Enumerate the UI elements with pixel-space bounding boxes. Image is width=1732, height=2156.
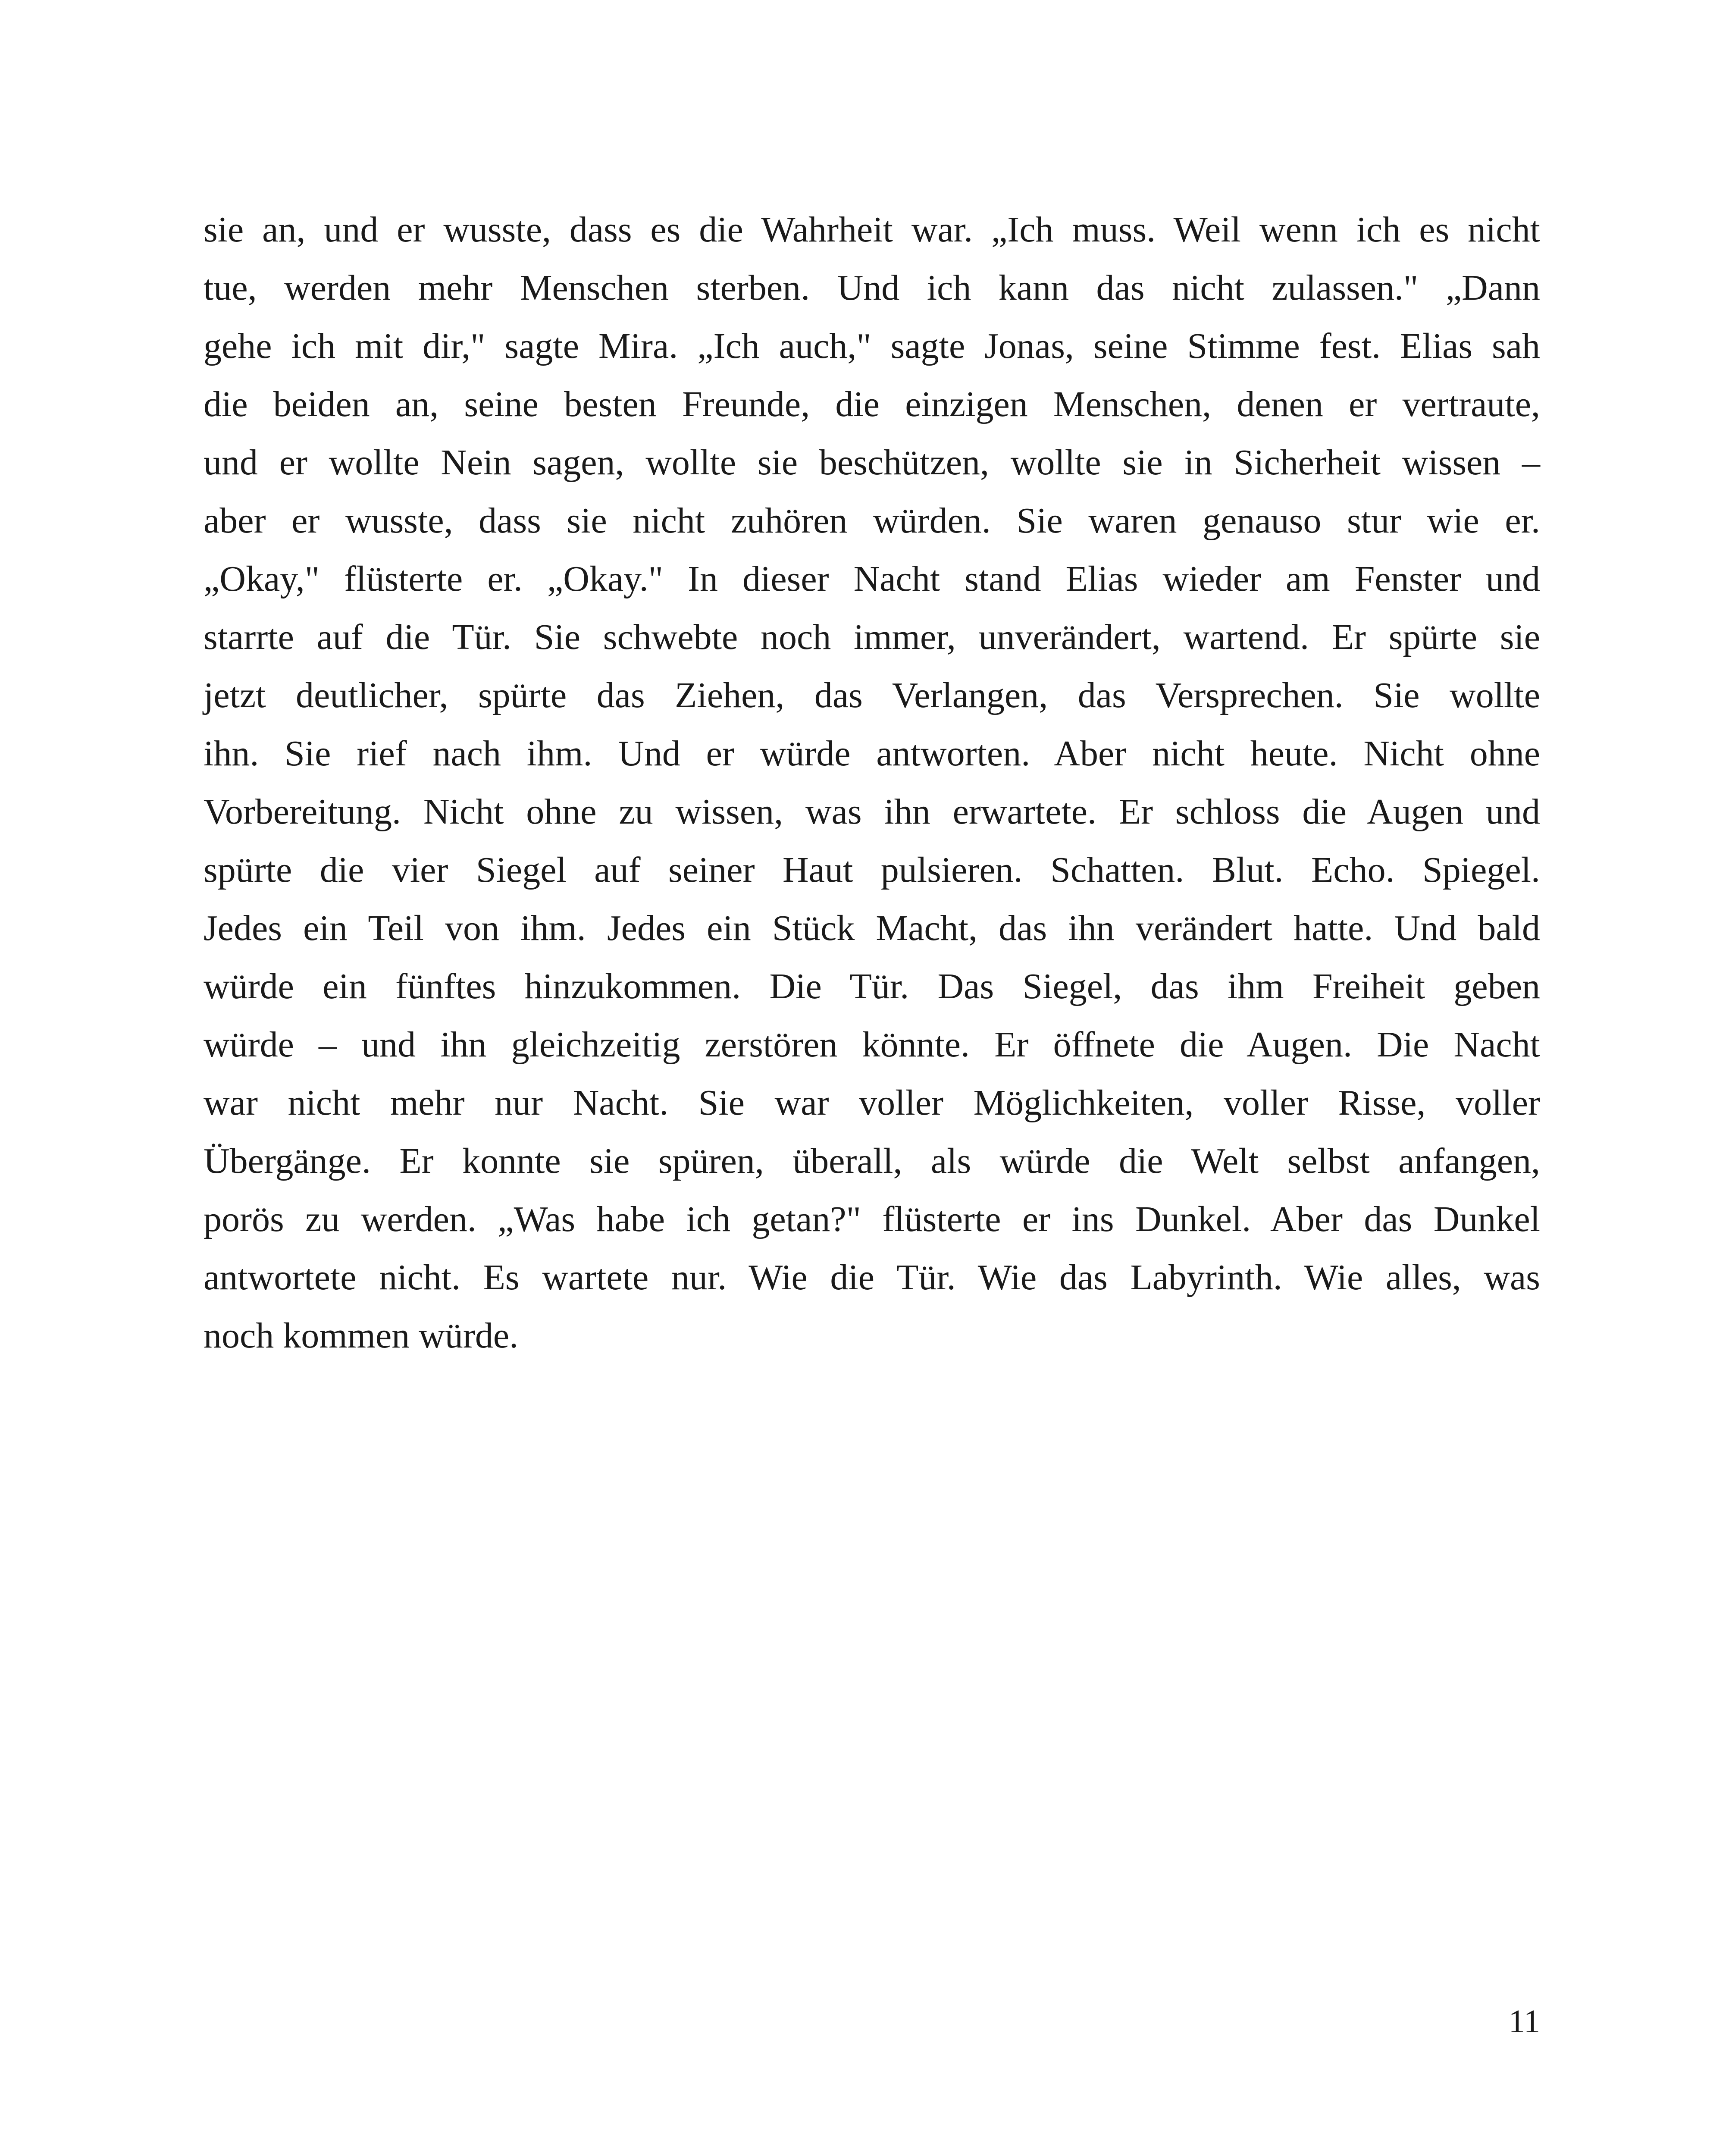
text-line: die beiden an, seine besten Freunde, die einzigen Menschen, denen er vertraute, bbox=[204, 384, 1540, 424]
text-line: würde ein fünftes hinzukommen. Die Tür. Das Siegel, das ihm Freiheit geben bbox=[204, 966, 1540, 1006]
text-line: porös zu werden. „Was habe ich getan?" flüsterte er ins Dunkel. Aber das Dunkel bbox=[204, 1199, 1540, 1239]
page-number: 11 bbox=[1508, 2003, 1540, 2040]
body-text bbox=[204, 201, 1540, 1365]
text-line: noch kommen würde. bbox=[204, 1316, 519, 1356]
text-line: würde – und ihn gleichzeitig zerstören könnte. Er öffnete die Augen. Die Nacht bbox=[204, 1025, 1540, 1065]
text-line: war nicht mehr nur Nacht. Sie war voller Möglichkeiten, voller Risse, voller bbox=[204, 1083, 1540, 1123]
text-line: Übergänge. Er konnte sie spüren, überall, als würde die Welt selbst anfangen, bbox=[204, 1141, 1540, 1181]
text-line: sie an, und er wusste, dass es die Wahrheit war. „Ich muss. Weil wenn ich es nicht bbox=[204, 210, 1540, 250]
text-line: Vorbereitung. Nicht ohne zu wissen, was ihn erwartete. Er schloss die Augen und bbox=[204, 792, 1540, 832]
text-line: antwortete nicht. Es wartete nur. Wie die Tür. Wie das Labyrinth. Wie alles, was bbox=[204, 1257, 1540, 1297]
text-line: spürte die vier Siegel auf seiner Haut pulsieren. Schatten. Blut. Echo. Spiegel. bbox=[204, 850, 1540, 890]
text-line: gehe ich mit dir," sagte Mira. „Ich auch," sagte Jonas, seine Stimme fest. Elias sah bbox=[204, 326, 1540, 366]
text-line: und er wollte Nein sagen, wollte sie beschützen, wollte sie in Sicherheit wissen – bbox=[204, 442, 1540, 483]
text-line: jetzt deutlicher, spürte das Ziehen, das Verlangen, das Versprechen. Sie wollte bbox=[204, 675, 1540, 715]
text-line: ihn. Sie rief nach ihm. Und er würde antworten. Aber nicht heute. Nicht ohne bbox=[204, 733, 1540, 774]
text-line: aber er wusste, dass sie nicht zuhören würden. Sie waren genauso stur wie er. bbox=[204, 501, 1540, 541]
text-line: starrte auf die Tür. Sie schwebte noch immer, unverändert, wartend. Er spürte sie bbox=[204, 617, 1540, 657]
text-line: tue, werden mehr Menschen sterben. Und ich kann das nicht zulassen." „Dann bbox=[204, 268, 1540, 308]
text-line: „Okay," flüsterte er. „Okay." In dieser Nacht stand Elias wieder am Fenster und bbox=[204, 559, 1540, 599]
text-line: Jedes ein Teil von ihm. Jedes ein Stück Macht, das ihn verändert hatte. Und bald bbox=[204, 908, 1540, 948]
